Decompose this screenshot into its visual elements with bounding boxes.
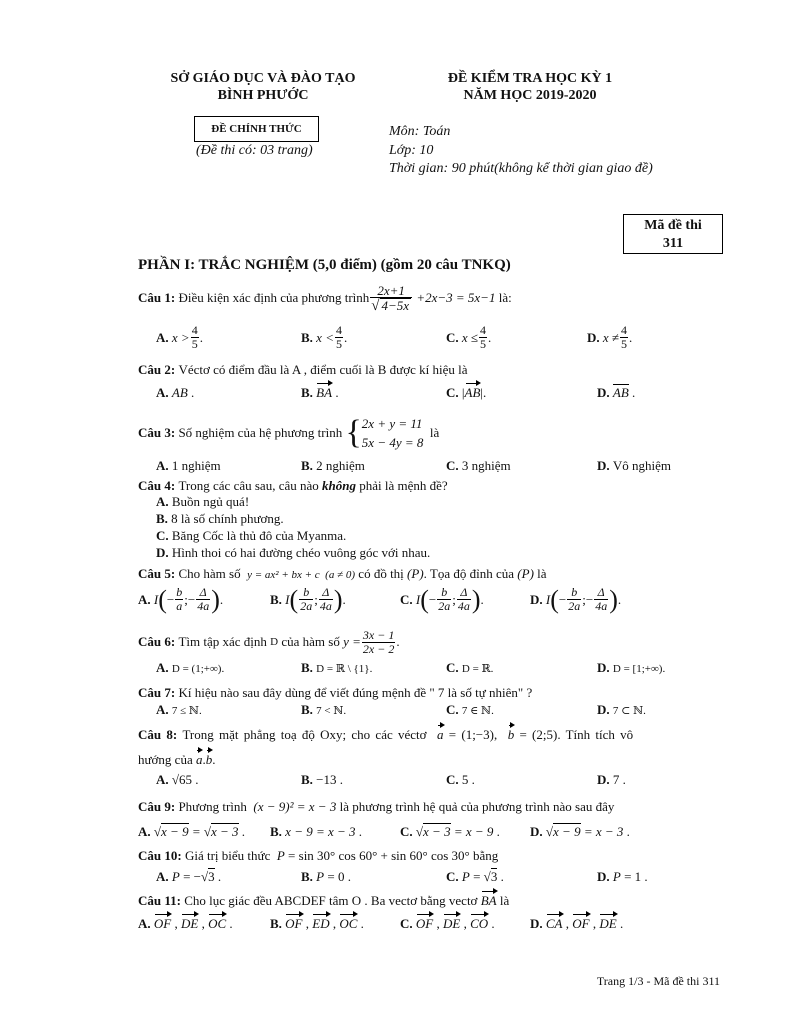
exam-code-box	[623, 214, 723, 254]
q1-text: Điều kiện xác định của phương trình	[178, 290, 370, 305]
q4-label: Câu 4:	[138, 478, 176, 493]
q4-emphasis: không	[322, 478, 356, 493]
q2-option-b[interactable]: B. BA .	[301, 385, 339, 400]
q4-option-c[interactable]: C. Băng Cốc là thủ đô của Myanma.	[156, 528, 347, 543]
q10-option-b[interactable]: B. P = 0 .	[301, 869, 351, 884]
q6-option-a[interactable]: A. D = (1;+∞).	[156, 660, 225, 675]
question-8: Câu 8: Trong mặt phẳng toạ độ Oxy; cho các véctơ a = (1;−3), b = (2;5). Tính tích vô	[138, 727, 634, 742]
question-1: Câu 1: Điều kiện xác định của phương trình $\frac{2x+1}{√ 4-5x}$ +2x−3 = 5x−1 là:	[138, 282, 512, 314]
q11-label: Câu 11:	[138, 893, 181, 908]
q6-label: Câu 6:	[138, 634, 176, 649]
q1-tail: là:	[498, 290, 512, 305]
pages-note: (Đề thi có: 03 trang)	[196, 143, 313, 158]
official-label: ĐỀ CHÍNH THỨC	[211, 123, 302, 135]
question-8-line2: hướng của a.b.	[138, 752, 216, 767]
q10-label: Câu 10:	[138, 848, 182, 863]
q3-option-d[interactable]: D. Vô nghiệm	[597, 458, 672, 473]
q10-option-d[interactable]: D. P = 1 .	[597, 869, 648, 884]
q2-option-a[interactable]: A. AB .	[156, 385, 195, 400]
question-5: Câu 5: Cho hàm số y = ax² + bx + c (a ≠ 0) có đồ thị (P). Tọa độ đỉnh của (P) là	[138, 566, 547, 581]
q1-option-c[interactable]: C. x ≤ $\frac{4}{5}$ .	[446, 323, 492, 351]
q3-label: Câu 3:	[138, 425, 176, 440]
q6-option-c[interactable]: C. D = ℝ.	[446, 660, 494, 675]
q4-option-a[interactable]: A. Buồn ngủ quá!	[156, 494, 250, 509]
q1-label: Câu 1:	[138, 290, 176, 305]
question-10: Câu 10: Giá trị biểu thức P = sin 30° cos 60° + sin 60° cos 30° bằng	[138, 848, 499, 863]
q7-option-d[interactable]: D. 7 ⊂ ℕ.	[597, 702, 646, 717]
grade: Lớp: 10	[389, 143, 434, 158]
q8-label: Câu 8:	[138, 727, 178, 742]
q8-option-d[interactable]: D. 7 .	[597, 772, 626, 787]
q3-option-c[interactable]: C. 3 nghiệm	[446, 458, 511, 473]
q4-option-b[interactable]: B. 8 là số chính phương.	[156, 511, 284, 526]
q10-option-c[interactable]: C. P = √3 .	[446, 869, 504, 884]
q7-option-c[interactable]: C. 7 ∈ ℕ.	[446, 702, 494, 717]
q8-option-b[interactable]: B. −13 .	[301, 772, 344, 787]
q8-option-c[interactable]: C. 5 .	[446, 772, 475, 787]
q11-option-b[interactable]: B. OF , ED , OC .	[270, 916, 364, 931]
exam-code-label: Mã đề thi	[644, 218, 702, 233]
q2-label: Câu 2:	[138, 362, 176, 377]
q2-option-d[interactable]: D. AB .	[597, 385, 636, 400]
q5-option-a[interactable]: A. I ( − $\frac{b}{a}$ ;− $\frac{\Delta}{4a}$ ) .	[138, 584, 224, 614]
question-3: Câu 3: Số nghiệm của hệ phương trình { 2x + y = 11 5x − 4y = 8 là	[138, 414, 440, 451]
q4-option-d[interactable]: D. Hình thoi có hai đường chéo vuông góc với nhau.	[156, 545, 431, 560]
question-6: Câu 6: Tìm tập xác định D của hàm số y = $\frac{3x - 1}{2x - 2}$ .	[138, 627, 400, 656]
q3-option-b[interactable]: B. 2 nghiệm	[301, 458, 365, 473]
q7-label: Câu 7:	[138, 685, 176, 700]
page-footer: Trang 1/3 - Mã đề thi 311	[596, 974, 720, 988]
q9-label: Câu 9:	[138, 799, 176, 814]
q2-option-c[interactable]: C. |AB|.	[446, 385, 487, 400]
q7-option-a[interactable]: A. 7 ≤ ℕ.	[156, 702, 202, 717]
q9-option-a[interactable]: A. √x − 9 = √x − 3 .	[138, 824, 246, 839]
q1-option-b[interactable]: B. x < $\frac{4}{5}$ .	[301, 323, 348, 351]
department-name: SỞ GIÁO DỤC VÀ ĐÀO TẠO	[170, 71, 356, 86]
q3-tail: là	[429, 425, 440, 440]
q3-option-a[interactable]: A. 1 nghiệm	[156, 458, 221, 473]
question-11: Câu 11: Cho lục giác đều ABCDEF tâm O . Ba vectơ bằng vectơ BA là	[138, 893, 510, 908]
school-year: NĂM HỌC 2019-2020	[463, 88, 597, 103]
q1-option-a[interactable]: A. x > $\frac{4}{5}$ .	[156, 323, 203, 351]
q1-option-d[interactable]: D. x ≠ $\frac{4}{5}$ .	[587, 323, 633, 351]
province-name: BÌNH PHƯỚC	[217, 88, 309, 103]
q11-option-c[interactable]: C. OF , DE , CO .	[400, 916, 495, 931]
question-4: Câu 4: Trong các câu sau, câu nào không phải là mệnh đề?	[138, 478, 448, 493]
question-7: Câu 7: Kí hiệu nào sau đây dùng để viết đúng mệnh đề " 7 là số tự nhiên" ?	[138, 685, 533, 700]
q9-option-b[interactable]: B. x − 9 = x − 3 .	[270, 824, 363, 839]
q5-option-b[interactable]: B. I ( $\frac{b}{2a}$ ; $\frac{\Delta}{4a}$ ) .	[270, 584, 346, 614]
q11-option-a[interactable]: A. OF , DE , OC .	[138, 916, 233, 931]
section-title: PHẦN I: TRẮC NGHIỆM (5,0 điểm) (gồm 20 câu TNKQ)	[138, 257, 511, 273]
q9-option-d[interactable]: D. √x − 9 = x − 3 .	[530, 824, 630, 839]
q8-option-a[interactable]: A. √65 .	[156, 772, 199, 787]
q6-option-d[interactable]: D. D = [1;+∞).	[597, 660, 666, 675]
q3-text: Số nghiệm của hệ phương trình	[178, 425, 343, 440]
duration: Thời gian: 90 phút(không kể thời gian giao đề)	[389, 161, 653, 176]
q10-option-a[interactable]: A. P = −√3 .	[156, 869, 222, 884]
q5-option-c[interactable]: C. I ( − $\frac{b}{2a}$ ; $\frac{\Delta}{4a}$ ) .	[400, 584, 484, 614]
q5-label: Câu 5:	[138, 566, 176, 581]
official-stamp-box	[194, 116, 319, 142]
subject: Môn: Toán	[389, 124, 451, 139]
q11-option-d[interactable]: D. CA , OF , DE .	[530, 916, 624, 931]
question-9: Câu 9: Phương trình (x − 9)² = x − 3 là phương trình hệ quả của phương trình nào sau đây	[138, 799, 615, 814]
q2-text: Véctơ có điểm đầu là A , điểm cuối là B được kí hiệu là	[178, 362, 468, 377]
q3-system: 2x + y = 11 5x − 4y = 8	[361, 416, 424, 450]
q7-option-b[interactable]: B. 7 < ℕ.	[301, 702, 347, 717]
exam-title: ĐỀ KIỂM TRA HỌC KỲ 1	[447, 71, 613, 86]
q1-fraction: $\frac{2x+1}{√ 4-5x}$	[370, 284, 412, 313]
question-2	[138, 362, 467, 378]
exam-code-value: 311	[662, 236, 684, 251]
q9-option-c[interactable]: C. √x − 3 = x − 9 .	[400, 824, 500, 839]
q6-option-b[interactable]: B. D = ℝ \ {1}.	[301, 660, 373, 675]
q5-option-d[interactable]: D. I ( − $\frac{b}{2a}$ ;− $\frac{\Delta}{4a}$ ) .	[530, 584, 622, 614]
